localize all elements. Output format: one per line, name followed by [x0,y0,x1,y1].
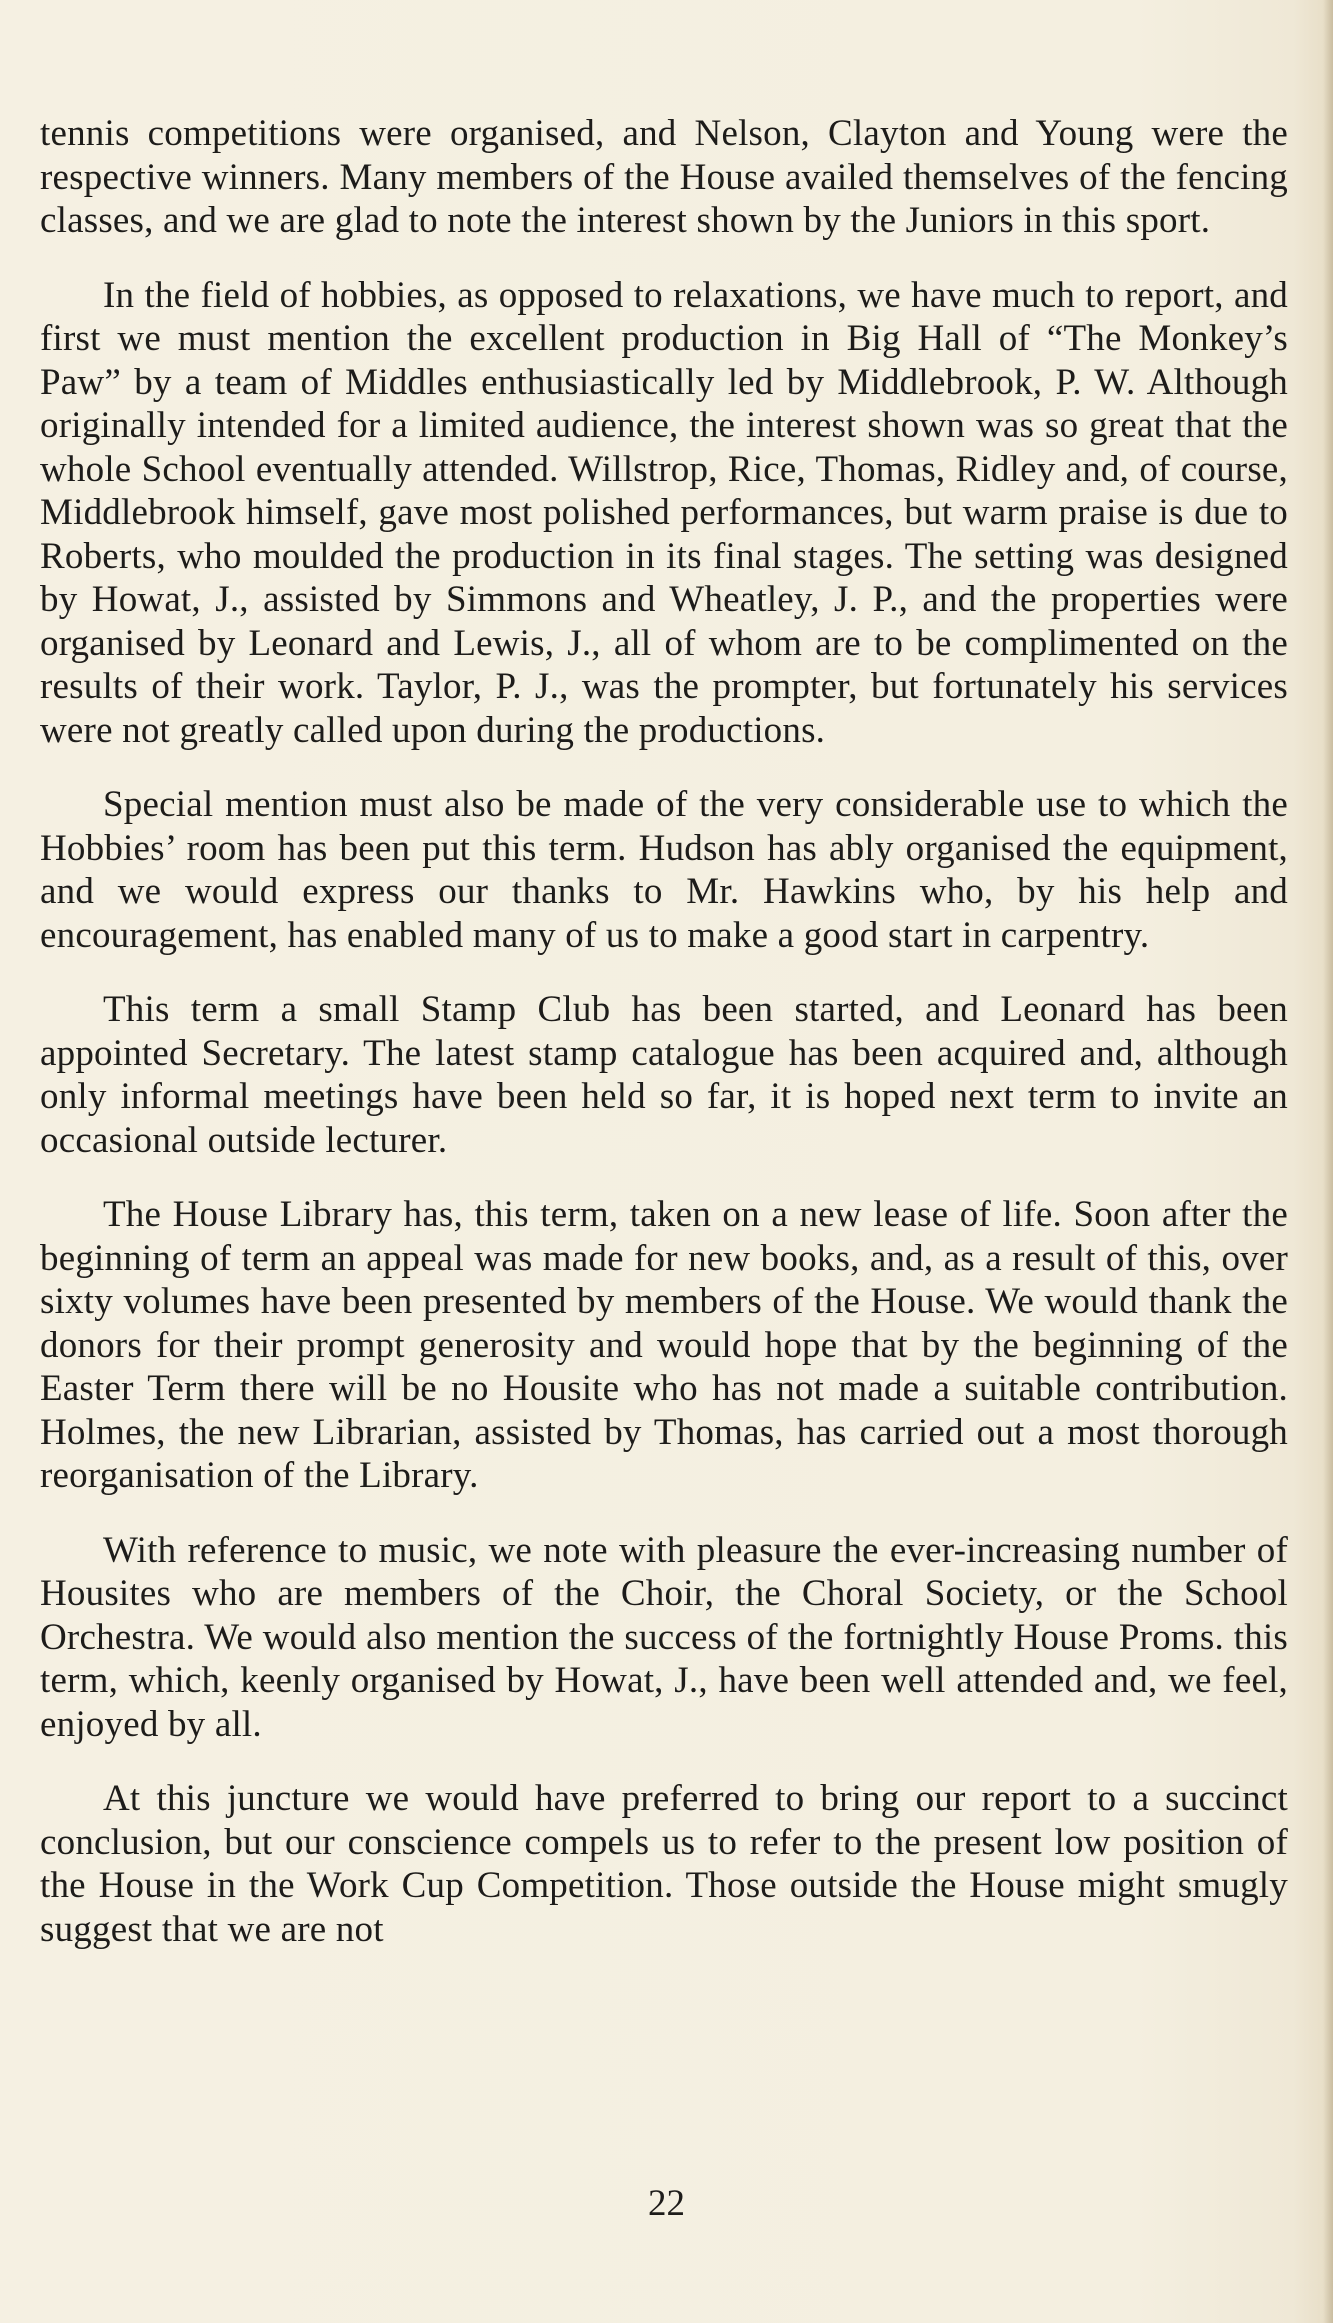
paragraph-work-cup: At this juncture we would have preferred to bring our report to a succinct conclusion, but our conscience compels us to refer to the present low position of the House in the Work Cup Competition. Those outside the House might smugly suggest that we are not [40,1778,1288,1950]
page-edge-shadow [1323,0,1333,2323]
body-text [40,112,1288,1982]
page-number: 22 [648,2183,685,2224]
paragraph-continued-sports: tennis competitions were organised, and Nelson, Clayton and Young were the respective winners. Many members of the House availed themselves of the fencing classes, and we are glad to note the interest shown by the Juniors in this sport. [40,113,1288,241]
paragraph-stamp-club: This term a small Stamp Club has been started, and Leonard has been appointed Secretary. The latest stamp catalogue has been acquired and, although only informal meetings have been held so far, it is hoped next term to invite an occasional outside lecturer. [40,989,1288,1161]
paragraph-house-library: The House Library has, this term, taken on a new lease of life. Soon after the beginning of term an appeal was made for new books, and, as a result of this, over sixty volumes have been presented by members of the House. We would thank the donors for their prompt generosity and would hope that by the beginning of the Easter Term there will be no Housite who has not made a suitable contribution. Holmes, the new Librarian, assisted by Thomas, has carried out a most thorough reorganisation of the Library. [40,1194,1288,1496]
paragraph-hobbies-room: Special mention must also be made of the very considerable use to which the Hobbies’ room has been put this term. Hudson has ably organised the equipment, and we would express our thanks to Mr. Hawkins who, by his help and encouragement, has enabled many of us to make a good start in carpentry. [40,784,1288,956]
paragraph-hobbies-production: In the field of hobbies, as opposed to relaxations, we have much to report, and first we must mention the excellent production in Big Hall of “The Monkey’s Paw” by a team of Middles enthusiastically led by Middlebrook, P. W. Although originally intended for a limited audience, the interest shown was so great that the whole School eventually attended. Willstrop, Rice, Thomas, Ridley and, of course, Middlebrook himself, gave most polished performances, but warm praise is due to Roberts, who moulded the production in its final stages. The setting was designed by Howat, J., assisted by Simmons and Wheatley, J. P., and the properties were organised by Leonard and Lewis, J., all of whom are to be complimented on the results of their work. Taylor, P. J., was the prompter, but fortunately his services were not greatly called upon during the productions. [40,274,1288,751]
paragraph-music: With reference to music, we note with pleasure the ever-increasing number of Housites who are members of the Choir, the Choral Society, or the School Orchestra. We would also mention the success of the fortnightly House Proms. this term, which, keenly organised by Howat, J., have been well attended and, we feel, enjoyed by all. [40,1529,1288,1745]
